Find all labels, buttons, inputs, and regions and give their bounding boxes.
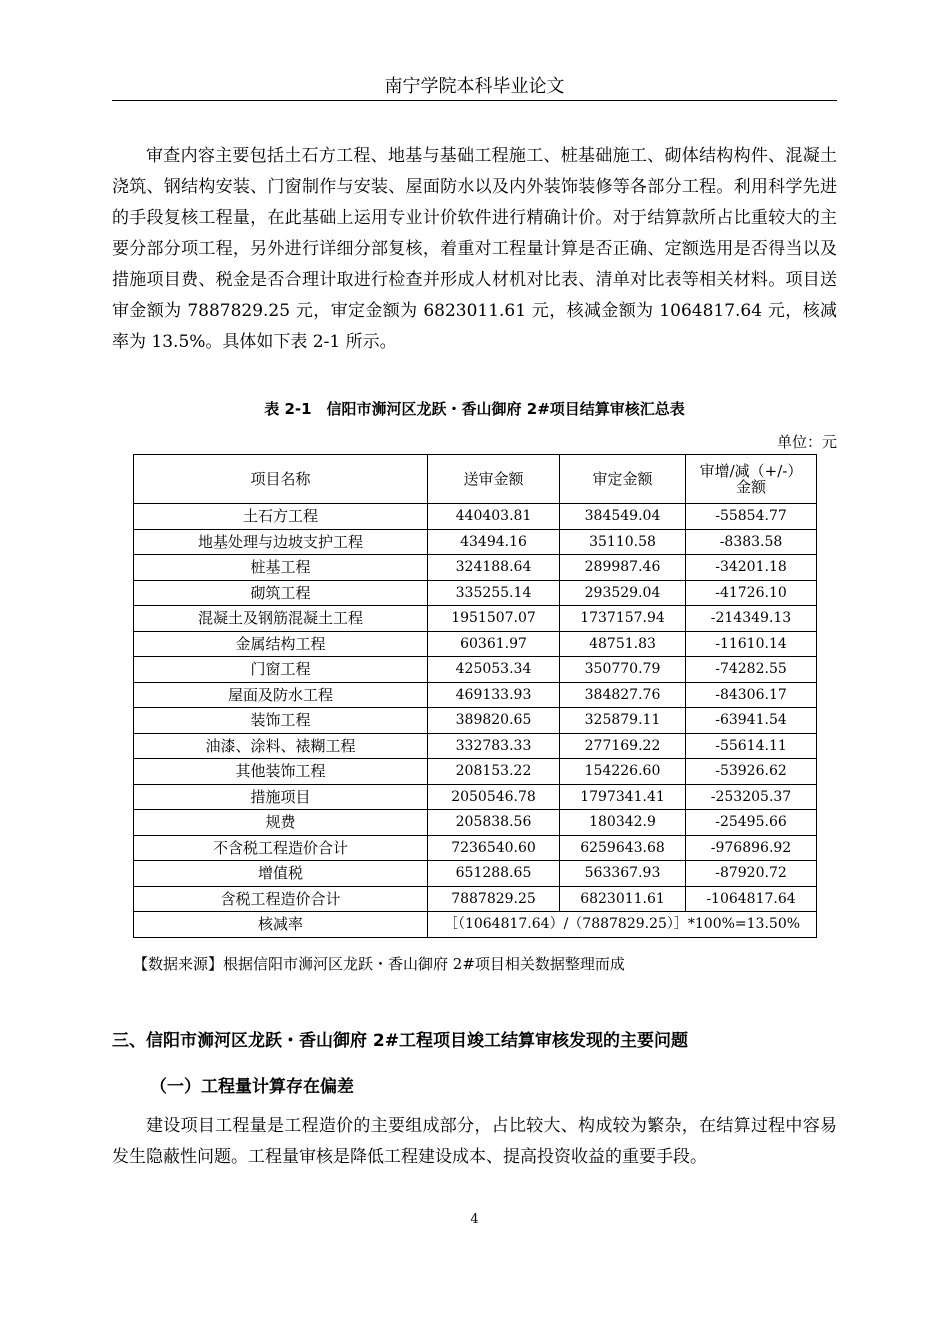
header-rule [112,100,837,101]
cell-rate-label: 核减率 [134,912,428,938]
cell-approved-amount: 293529.04 [560,580,686,606]
cell-diff-amount: -53926.62 [686,759,817,785]
header-diff-line1: 审增/减（+/-） [699,462,803,480]
cell-submitted-amount: 324188.64 [428,555,560,581]
cell-submitted-amount: 1951507.07 [428,606,560,632]
table-row [134,784,817,810]
cell-diff-amount: -74282.55 [686,657,817,683]
cell-rate-formula: ［（1064817.64）/（7887829.25）］*100%=13.50% [428,912,817,938]
cell-project-name: 金属结构工程 [134,631,428,657]
cell-approved-amount: 1737157.94 [560,606,686,632]
cell-project-name: 屋面及防水工程 [134,682,428,708]
cell-diff-amount: -214349.13 [686,606,817,632]
cell-project-name: 砌筑工程 [134,580,428,606]
cell-submitted-amount: 332783.33 [428,733,560,759]
cell-project-name: 桩基工程 [134,555,428,581]
cell-approved-amount: 48751.83 [560,631,686,657]
table-body [134,504,817,938]
cell-project-name: 增值税 [134,861,428,887]
cell-project-name: 油漆、涂料、裱糊工程 [134,733,428,759]
cell-diff-amount: -34201.18 [686,555,817,581]
settlement-summary-table [133,454,817,938]
cell-submitted-amount: 389820.65 [428,708,560,734]
section-heading: 三、信阳市浉河区龙跃・香山御府 2#工程项目竣工结算审核发现的主要问题 [112,1031,688,1051]
cell-approved-amount: 35110.58 [560,529,686,555]
page-header: 南宁学院本科毕业论文 [384,76,565,97]
cell-submitted-amount: 208153.22 [428,759,560,785]
cell-diff-amount: -55854.77 [686,504,817,530]
cell-diff-amount: -8383.58 [686,529,817,555]
data-source-note: 【数据来源】根据信阳市浉河区龙跃・香山御府 2#项目相关数据整理而成 [133,955,625,973]
cell-approved-amount: 180342.9 [560,810,686,836]
table-row [134,861,817,887]
cell-diff-amount: -84306.17 [686,682,817,708]
cell-diff-amount: -55614.11 [686,733,817,759]
cell-submitted-amount: 425053.34 [428,657,560,683]
cell-diff-amount: -87920.72 [686,861,817,887]
cell-approved-amount: 6823011.61 [560,886,686,912]
table-row [134,529,817,555]
cell-project-name: 不含税工程造价合计 [134,835,428,861]
cell-project-name: 混凝土及钢筋混凝土工程 [134,606,428,632]
cell-submitted-amount: 7887829.25 [428,886,560,912]
cell-approved-amount: 384827.76 [560,682,686,708]
table-row [134,708,817,734]
cell-submitted-amount: 60361.97 [428,631,560,657]
header-diff-line2: 金额 [735,478,766,496]
cell-submitted-amount: 7236540.60 [428,835,560,861]
table-row [134,555,817,581]
table-row [134,657,817,683]
cell-approved-amount: 1797341.41 [560,784,686,810]
cell-project-name: 措施项目 [134,784,428,810]
table-row [134,886,817,912]
cell-approved-amount: 154226.60 [560,759,686,785]
header-project-name: 项目名称 [134,455,428,504]
table-row [134,810,817,836]
cell-project-name: 地基处理与边坡支护工程 [134,529,428,555]
cell-project-name: 其他装饰工程 [134,759,428,785]
table-row [134,580,817,606]
cell-project-name: 门窗工程 [134,657,428,683]
header-submitted-amount: 送审金额 [428,455,560,504]
cell-approved-amount: 277169.22 [560,733,686,759]
cell-project-name: 规费 [134,810,428,836]
cell-approved-amount: 563367.93 [560,861,686,887]
table-row [134,733,817,759]
subsection-heading: （一）工程量计算存在偏差 [150,1077,354,1097]
cell-submitted-amount: 43494.16 [428,529,560,555]
cell-submitted-amount: 440403.81 [428,504,560,530]
cell-diff-amount: -25495.66 [686,810,817,836]
header-approved-amount: 审定金额 [560,455,686,504]
table-row [134,631,817,657]
table-row [134,835,817,861]
cell-submitted-amount: 335255.14 [428,580,560,606]
table-row-rate [134,912,817,938]
header-diff-amount [686,455,817,504]
cell-project-name: 土石方工程 [134,504,428,530]
body-paragraph-quantities: 建设项目工程量是工程造价的主要组成部分，占比较大、构成较为繁杂，在结算过程中容易发生隐蔽性问题。工程量审核是降低工程建设成本、提高投资收益的重要手段。 [112,1116,837,1167]
unit-label: 单位：元 [776,433,837,451]
cell-diff-amount: -41726.10 [686,580,817,606]
table-caption: 表 2-1 信阳市浉河区龙跃・香山御府 2#项目结算审核汇总表 [264,400,685,418]
cell-diff-amount: -63941.54 [686,708,817,734]
cell-diff-amount: -11610.14 [686,631,817,657]
cell-diff-amount: -976896.92 [686,835,817,861]
cell-diff-amount: -253205.37 [686,784,817,810]
cell-approved-amount: 6259643.68 [560,835,686,861]
body-paragraph-intro: 审查内容主要包括土石方工程、地基与基础工程施工、桩基础施工、砌体结构构件、混凝土浇筑、钢结构安装、门窗制作与安装、屋面防水以及内外装饰装修等各部分工程。利用科学先进的手段复核工程量，在此基础上运用专业计价软件进行精确计价。对于结算款所占比重较大的主要分部分项工程，另外进行详细分部复核，着重对工程量计算是否正确、定额选用是否得当以及措施项目费、税金是否合理计取进行检查并形成人材机对比表、清单对比表等相关材料。项目送审金额为 7887829.25 元，审定金额为 6823011.61 元，核减金额为 1064817.64 元，核减率为 13.5%。具体如下表 2-1 所示。 [112,146,837,352]
cell-diff-amount: -1064817.64 [686,886,817,912]
cell-submitted-amount: 2050546.78 [428,784,560,810]
table-row [134,682,817,708]
page-number: 4 [470,1212,479,1227]
table-row [134,759,817,785]
cell-submitted-amount: 651288.65 [428,861,560,887]
cell-approved-amount: 384549.04 [560,504,686,530]
cell-approved-amount: 289987.46 [560,555,686,581]
table-row [134,606,817,632]
cell-project-name: 装饰工程 [134,708,428,734]
cell-approved-amount: 350770.79 [560,657,686,683]
cell-project-name: 含税工程造价合计 [134,886,428,912]
cell-submitted-amount: 205838.56 [428,810,560,836]
table-header-row [134,455,817,504]
cell-approved-amount: 325879.11 [560,708,686,734]
cell-submitted-amount: 469133.93 [428,682,560,708]
table-row [134,504,817,530]
